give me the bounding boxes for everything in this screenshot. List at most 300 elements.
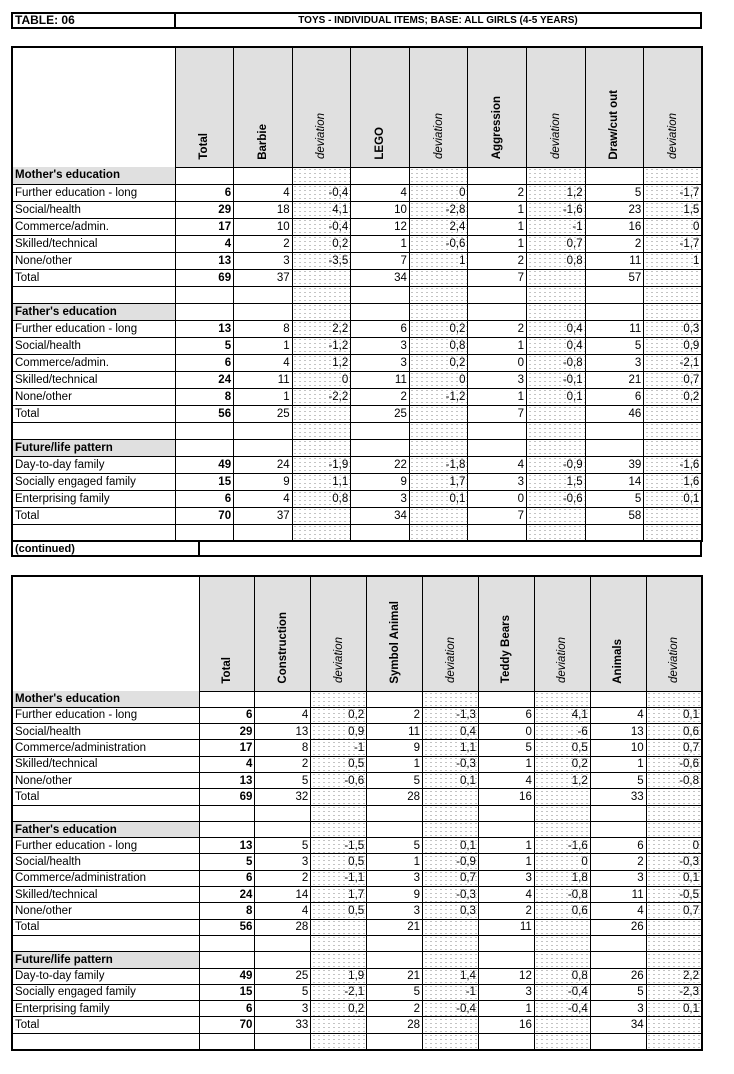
- total-cell: 6: [175, 184, 234, 201]
- table-row: [12, 789, 702, 805]
- table-row: [12, 740, 702, 756]
- count-cell: 28: [367, 1017, 423, 1033]
- count-cell: 3: [468, 371, 527, 388]
- count-cell: 5: [255, 984, 311, 1000]
- table-row: [12, 337, 702, 354]
- count-cell: 6: [585, 388, 644, 405]
- column-header: [292, 47, 351, 167]
- deviation-cell: 0,2: [311, 707, 367, 723]
- row-label: Social/health: [12, 854, 199, 870]
- deviation-cell: 0,9: [644, 337, 703, 354]
- count-cell: 33: [255, 1017, 311, 1033]
- count-cell: 3: [468, 473, 527, 490]
- count-cell: 16: [478, 789, 534, 805]
- count-cell: 4: [468, 456, 527, 473]
- total-cell: 6: [199, 870, 255, 886]
- total-cell: 70: [199, 1017, 255, 1033]
- count-cell: 7: [468, 269, 527, 286]
- deviation-cell: 0,5: [311, 854, 367, 870]
- row-label: Socially engaged family: [12, 473, 175, 490]
- count-cell: 5: [367, 772, 423, 788]
- deviation-cell: -1: [423, 984, 479, 1000]
- section-heading: Father's education: [12, 303, 175, 320]
- deviation-cell: 1,2: [527, 184, 586, 201]
- column-header-label: deviation: [556, 637, 569, 684]
- column-header-label: deviation: [667, 637, 680, 684]
- deviation-cell: -2,8: [409, 201, 468, 218]
- row-label: Skilled/technical: [12, 235, 175, 252]
- count-cell: 5: [478, 740, 534, 756]
- count-cell: 34: [351, 269, 410, 286]
- deviation-cell: -0,6: [527, 490, 586, 507]
- count-cell: 1: [468, 337, 527, 354]
- deviation-cell: -3,5: [292, 252, 351, 269]
- count-cell: 13: [255, 724, 311, 740]
- row-label: Socially engaged family: [12, 984, 199, 1000]
- deviation-cell: -2,1: [311, 984, 367, 1000]
- count-cell: 5: [590, 984, 646, 1000]
- column-header: [234, 47, 293, 167]
- column-header: [534, 576, 590, 691]
- count-cell: 1: [367, 756, 423, 772]
- deviation-cell: 2,2: [292, 320, 351, 337]
- count-cell: 11: [585, 252, 644, 269]
- count-cell: 28: [255, 919, 311, 935]
- deviation-cell: -0,1: [527, 371, 586, 388]
- table-row: [12, 235, 702, 252]
- count-cell: 3: [351, 490, 410, 507]
- count-cell: 5: [367, 984, 423, 1000]
- count-cell: 1: [468, 201, 527, 218]
- count-cell: 2: [468, 184, 527, 201]
- deviation-cell: [644, 269, 703, 286]
- count-cell: 1: [468, 235, 527, 252]
- table-row: [12, 388, 702, 405]
- count-cell: 1: [468, 388, 527, 405]
- deviation-cell: [534, 789, 590, 805]
- total-cell: 15: [175, 473, 234, 490]
- deviation-cell: [423, 919, 479, 935]
- count-cell: 3: [590, 1001, 646, 1017]
- column-header: [175, 47, 234, 167]
- count-cell: 3: [478, 984, 534, 1000]
- table-row: [12, 1017, 702, 1033]
- deviation-cell: -2,1: [644, 354, 703, 371]
- total-cell: 24: [199, 887, 255, 903]
- row-label: Social/health: [12, 724, 199, 740]
- count-cell: 16: [585, 218, 644, 235]
- deviation-cell: [534, 919, 590, 935]
- table-row: [12, 772, 702, 788]
- count-cell: 3: [367, 870, 423, 886]
- deviation-cell: -1,1: [311, 870, 367, 886]
- count-cell: 2: [351, 388, 410, 405]
- deviation-cell: [527, 405, 586, 422]
- count-cell: 8: [234, 320, 293, 337]
- deviation-cell: [646, 1017, 702, 1033]
- column-header-label: Animals: [612, 638, 625, 684]
- deviation-cell: 0,8: [409, 337, 468, 354]
- deviation-cell: -1,6: [527, 201, 586, 218]
- count-cell: 2: [590, 854, 646, 870]
- total-cell: 13: [175, 320, 234, 337]
- row-label: Skilled/technical: [12, 756, 199, 772]
- count-cell: 10: [234, 218, 293, 235]
- deviation-cell: 1,7: [409, 473, 468, 490]
- table-row: [12, 903, 702, 919]
- deviation-cell: -0,6: [646, 756, 702, 772]
- count-cell: 3: [234, 252, 293, 269]
- total-cell: 6: [175, 490, 234, 507]
- count-cell: 12: [478, 968, 534, 984]
- column-header-label: deviation: [315, 113, 328, 160]
- count-cell: 9: [234, 473, 293, 490]
- table-row: [12, 371, 702, 388]
- section-heading: Father's education: [12, 821, 199, 837]
- count-cell: 9: [367, 740, 423, 756]
- total-cell: 17: [199, 740, 255, 756]
- table-row: [12, 1001, 702, 1017]
- column-header-label: Aggression: [491, 96, 504, 160]
- row-label: Social/health: [12, 201, 175, 218]
- count-cell: 5: [585, 490, 644, 507]
- total-cell: 15: [199, 984, 255, 1000]
- deviation-cell: 0,4: [527, 320, 586, 337]
- table-title-bar: [11, 12, 702, 29]
- deviation-cell: -0,9: [423, 854, 479, 870]
- total-cell: 70: [175, 507, 234, 524]
- deviation-cell: 1: [644, 252, 703, 269]
- column-header-label: Total: [198, 132, 211, 160]
- total-cell: 29: [199, 724, 255, 740]
- column-header-label: Symbol Animal: [388, 600, 401, 684]
- deviation-cell: 1,8: [534, 870, 590, 886]
- deviation-cell: 0,8: [292, 490, 351, 507]
- deviation-cell: [423, 1017, 479, 1033]
- count-cell: 6: [478, 707, 534, 723]
- deviation-cell: 0,1: [409, 490, 468, 507]
- deviation-cell: 2,4: [409, 218, 468, 235]
- count-cell: 14: [255, 887, 311, 903]
- count-cell: 2: [468, 252, 527, 269]
- deviation-cell: [409, 405, 468, 422]
- deviation-cell: [646, 789, 702, 805]
- total-cell: 13: [199, 838, 255, 854]
- deviation-cell: -0,6: [409, 235, 468, 252]
- data-table-1: [11, 46, 703, 542]
- deviation-cell: -1,2: [409, 388, 468, 405]
- table-row: [12, 320, 702, 337]
- count-cell: 26: [590, 919, 646, 935]
- deviation-cell: 1,9: [311, 968, 367, 984]
- count-cell: 39: [585, 456, 644, 473]
- row-label: Enterprising family: [12, 1001, 199, 1017]
- count-cell: 24: [234, 456, 293, 473]
- table-row: [12, 252, 702, 269]
- deviation-cell: 0,2: [311, 1001, 367, 1017]
- deviation-cell: 1,6: [644, 473, 703, 490]
- table-row: [12, 887, 702, 903]
- count-cell: 11: [585, 320, 644, 337]
- column-header: [590, 576, 646, 691]
- column-header-label: Teddy Bears: [500, 615, 513, 684]
- deviation-cell: -0,4: [534, 984, 590, 1000]
- table-row: [12, 507, 702, 524]
- count-cell: 4: [590, 903, 646, 919]
- table-row: [12, 184, 702, 201]
- count-cell: 5: [585, 184, 644, 201]
- deviation-cell: [644, 507, 703, 524]
- header-corner: [12, 576, 199, 691]
- table-row: [12, 473, 702, 490]
- row-label: Commerce/administration: [12, 870, 199, 886]
- deviation-cell: -0,8: [527, 354, 586, 371]
- deviation-cell: -0,4: [423, 1001, 479, 1017]
- count-cell: 25: [234, 405, 293, 422]
- deviation-cell: 1,1: [292, 473, 351, 490]
- count-cell: 0: [468, 354, 527, 371]
- column-header: [644, 47, 703, 167]
- row-label: None/other: [12, 388, 175, 405]
- deviation-cell: -1,7: [644, 235, 703, 252]
- column-header: [311, 576, 367, 691]
- count-cell: 8: [255, 740, 311, 756]
- count-cell: 58: [585, 507, 644, 524]
- count-cell: 2: [367, 707, 423, 723]
- table-row: [12, 218, 702, 235]
- deviation-cell: -1,6: [644, 456, 703, 473]
- count-cell: 2: [255, 756, 311, 772]
- count-cell: 4: [234, 184, 293, 201]
- deviation-cell: [534, 1017, 590, 1033]
- deviation-cell: 0,1: [644, 490, 703, 507]
- deviation-cell: -1,2: [292, 337, 351, 354]
- deviation-cell: -0,4: [292, 218, 351, 235]
- deviation-cell: 0,2: [534, 756, 590, 772]
- count-cell: 4: [255, 903, 311, 919]
- deviation-cell: -1,5: [311, 838, 367, 854]
- deviation-cell: 0,5: [534, 740, 590, 756]
- deviation-cell: 0,7: [646, 903, 702, 919]
- column-header: [585, 47, 644, 167]
- table-row: [12, 854, 702, 870]
- count-cell: 2: [585, 235, 644, 252]
- deviation-cell: [292, 405, 351, 422]
- deviation-cell: 0,4: [423, 724, 479, 740]
- column-header-label: Total: [220, 656, 233, 684]
- count-cell: 7: [468, 507, 527, 524]
- deviation-cell: 0: [534, 854, 590, 870]
- total-cell: 5: [175, 337, 234, 354]
- total-cell: 24: [175, 371, 234, 388]
- row-label: Commerce/administration: [12, 740, 199, 756]
- deviation-cell: -0,8: [646, 772, 702, 788]
- row-label: Total: [12, 1017, 199, 1033]
- count-cell: 4: [478, 772, 534, 788]
- row-label: Social/health: [12, 337, 175, 354]
- deviation-cell: -0,6: [311, 772, 367, 788]
- count-cell: 28: [367, 789, 423, 805]
- count-cell: 9: [367, 887, 423, 903]
- column-header-label: Draw/cut out: [608, 89, 621, 160]
- total-cell: 49: [199, 968, 255, 984]
- continued-bar: [11, 540, 702, 557]
- count-cell: 14: [585, 473, 644, 490]
- count-cell: 5: [255, 838, 311, 854]
- deviation-cell: 0,1: [527, 388, 586, 405]
- count-cell: 2: [367, 1001, 423, 1017]
- table-row: [12, 354, 702, 371]
- total-cell: 4: [199, 756, 255, 772]
- total-cell: 8: [199, 903, 255, 919]
- column-header: [646, 576, 702, 691]
- deviation-cell: 2,2: [646, 968, 702, 984]
- column-header: [478, 576, 534, 691]
- row-label: Further education - long: [12, 184, 175, 201]
- deviation-cell: [311, 1017, 367, 1033]
- count-cell: 34: [351, 507, 410, 524]
- count-cell: 22: [351, 456, 410, 473]
- row-label: Day-to-day family: [12, 456, 175, 473]
- deviation-cell: 1,1: [423, 740, 479, 756]
- table-row: [12, 870, 702, 886]
- count-cell: 10: [351, 201, 410, 218]
- column-header: [468, 47, 527, 167]
- deviation-cell: -0,3: [423, 756, 479, 772]
- section-heading: Mother's education: [12, 691, 199, 707]
- count-cell: 6: [590, 838, 646, 854]
- table-row: [12, 456, 702, 473]
- column-header-label: Barbie: [256, 123, 269, 160]
- deviation-cell: -1: [311, 740, 367, 756]
- deviation-cell: 0,1: [423, 838, 479, 854]
- count-cell: 37: [234, 269, 293, 286]
- row-label: Skilled/technical: [12, 887, 199, 903]
- deviation-cell: 0,2: [644, 388, 703, 405]
- total-cell: 69: [199, 789, 255, 805]
- count-cell: 33: [590, 789, 646, 805]
- deviation-cell: [292, 507, 351, 524]
- deviation-cell: 0: [409, 371, 468, 388]
- total-cell: 6: [199, 1001, 255, 1017]
- total-cell: 4: [175, 235, 234, 252]
- deviation-cell: 0,1: [646, 707, 702, 723]
- column-header: [423, 576, 479, 691]
- table-number: TABLE: 06: [13, 14, 176, 27]
- row-label: Further education - long: [12, 320, 175, 337]
- table-row: [12, 405, 702, 422]
- deviation-cell: 0,7: [646, 740, 702, 756]
- deviation-cell: -0,9: [527, 456, 586, 473]
- deviation-cell: -6: [534, 724, 590, 740]
- row-label: None/other: [12, 772, 199, 788]
- count-cell: 3: [255, 854, 311, 870]
- count-cell: 3: [590, 870, 646, 886]
- count-cell: 1: [234, 388, 293, 405]
- count-cell: 10: [590, 740, 646, 756]
- count-cell: 11: [590, 887, 646, 903]
- row-label: Total: [12, 507, 175, 524]
- count-cell: 57: [585, 269, 644, 286]
- deviation-cell: -1,6: [534, 838, 590, 854]
- deviation-cell: -0,3: [423, 887, 479, 903]
- deviation-cell: 0,2: [292, 235, 351, 252]
- deviation-cell: -0,8: [534, 887, 590, 903]
- row-label: Total: [12, 269, 175, 286]
- count-cell: 4: [234, 354, 293, 371]
- deviation-cell: [423, 789, 479, 805]
- total-cell: 5: [199, 854, 255, 870]
- table-row: [12, 756, 702, 772]
- column-header: [409, 47, 468, 167]
- count-cell: 1: [351, 235, 410, 252]
- count-cell: 11: [367, 724, 423, 740]
- count-cell: 32: [255, 789, 311, 805]
- total-cell: 29: [175, 201, 234, 218]
- count-cell: 46: [585, 405, 644, 422]
- total-cell: 6: [175, 354, 234, 371]
- table-row: [12, 490, 702, 507]
- deviation-cell: 1,2: [292, 354, 351, 371]
- section-heading: Future/life pattern: [12, 952, 199, 968]
- section-heading: Mother's education: [12, 167, 175, 184]
- count-cell: 34: [590, 1017, 646, 1033]
- deviation-cell: 0,3: [423, 903, 479, 919]
- total-cell: 56: [175, 405, 234, 422]
- count-cell: 4: [590, 707, 646, 723]
- deviation-cell: 4,1: [534, 707, 590, 723]
- deviation-cell: 1,4: [423, 968, 479, 984]
- deviation-cell: 1,5: [644, 201, 703, 218]
- count-cell: 7: [468, 405, 527, 422]
- table-row: [12, 838, 702, 854]
- deviation-cell: 0,4: [527, 337, 586, 354]
- column-header: [351, 47, 410, 167]
- deviation-cell: 0: [644, 218, 703, 235]
- count-cell: 9: [351, 473, 410, 490]
- section-heading: Future/life pattern: [12, 439, 175, 456]
- count-cell: 1: [478, 756, 534, 772]
- count-cell: 21: [367, 968, 423, 984]
- column-header: [255, 576, 311, 691]
- count-cell: 3: [585, 354, 644, 371]
- deviation-cell: -1,3: [423, 707, 479, 723]
- deviation-cell: 0,5: [311, 756, 367, 772]
- column-header-label: deviation: [432, 113, 445, 160]
- count-cell: 3: [351, 337, 410, 354]
- deviation-cell: 1,5: [527, 473, 586, 490]
- count-cell: 13: [590, 724, 646, 740]
- table-row: [12, 707, 702, 723]
- column-header-label: deviation: [666, 113, 679, 160]
- deviation-cell: [527, 507, 586, 524]
- count-cell: 6: [351, 320, 410, 337]
- deviation-cell: -1,7: [644, 184, 703, 201]
- deviation-cell: -2,3: [646, 984, 702, 1000]
- column-header-label: Construction: [276, 611, 289, 684]
- deviation-cell: 0,3: [644, 320, 703, 337]
- count-cell: 5: [255, 772, 311, 788]
- deviation-cell: 0,2: [409, 320, 468, 337]
- count-cell: 5: [367, 838, 423, 854]
- deviation-cell: 0: [409, 184, 468, 201]
- count-cell: 1: [367, 854, 423, 870]
- deviation-cell: 4,1: [292, 201, 351, 218]
- count-cell: 25: [255, 968, 311, 984]
- table-row: [12, 919, 702, 935]
- count-cell: 1: [234, 337, 293, 354]
- total-cell: 13: [199, 772, 255, 788]
